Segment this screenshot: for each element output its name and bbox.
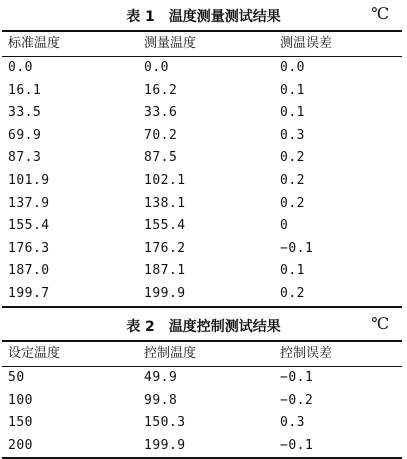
- table-1-row: [2, 57, 402, 80]
- table-2-row: [2, 390, 402, 413]
- table-2-cell: −0.1: [274, 435, 402, 459]
- table-2-header-row: [2, 341, 402, 367]
- table-2-header-cell: 设定温度: [2, 341, 138, 367]
- table-1-header-row: [2, 31, 402, 57]
- table-1-cell: 101.9: [8, 172, 50, 188]
- table-2: [2, 340, 402, 459]
- table-2-cell: 100: [8, 392, 33, 408]
- table-1-row: [2, 260, 402, 283]
- table-1-cell: 0.1: [280, 82, 305, 98]
- table-1-caption-row: [0, 0, 407, 30]
- table-2-cell: −0.1: [280, 370, 314, 385]
- table-1-header-cell: 测量温度: [138, 31, 274, 57]
- table-2-header-cell: 控制温度: [138, 341, 274, 367]
- table-1-cell: 16.2: [144, 82, 178, 98]
- table-1-cell: 138.1: [144, 195, 186, 211]
- table-1-cell: 0.1: [280, 263, 305, 279]
- table-1: [2, 30, 402, 308]
- table-1-header-cell: 测温误差: [274, 31, 402, 57]
- table-1-cell: 176.2: [144, 240, 186, 256]
- table-1-row: [2, 125, 402, 148]
- table-1-row: [2, 215, 402, 238]
- table-1-row: [2, 80, 402, 103]
- table-1-unit: ℃: [371, 4, 389, 23]
- table-1-cell: 0.3: [280, 127, 305, 143]
- table-1-cell: 0.0: [8, 60, 33, 75]
- table-1-cell: 0.0: [144, 60, 169, 75]
- table-1-header-cell: 标准温度: [2, 31, 138, 57]
- table-1-cell: 0.0: [280, 60, 305, 75]
- table-1-cell: 87.5: [144, 150, 178, 166]
- table-2-header-cell: 控制误差: [274, 341, 402, 367]
- table-1-row: [2, 102, 402, 125]
- table-1-number: 表 1: [126, 9, 155, 25]
- table-2-caption: [0, 316, 407, 336]
- table-1-cell: 33.6: [144, 105, 178, 121]
- table-2-cell: 200: [2, 435, 138, 459]
- table-1-row: [2, 238, 402, 261]
- table-1-caption: [0, 6, 407, 26]
- table-2-unit: ℃: [371, 314, 389, 333]
- table-1-cell: 176.3: [8, 240, 50, 256]
- table-2-number: 表 2: [126, 319, 155, 335]
- table-1-cell: 155.4: [144, 218, 186, 234]
- table-1-cell: 0.2: [280, 172, 305, 188]
- table-2-body: [2, 367, 402, 459]
- table-1-cell: 199.9: [138, 283, 274, 307]
- table-1-cell: 187.1: [144, 263, 186, 279]
- table-1-cell: 187.0: [8, 263, 50, 279]
- table-2-row: [2, 435, 402, 459]
- table-2-block: [0, 310, 407, 459]
- table-1-cell: 33.5: [8, 105, 42, 121]
- table-2-cell: −0.2: [280, 392, 314, 408]
- table-2-cell: 99.8: [144, 392, 178, 408]
- table-2-title: 温度控制测试结果: [168, 319, 281, 335]
- table-1-cell: 0.2: [274, 283, 402, 307]
- table-1-cell: 87.3: [8, 150, 42, 166]
- table-1-cell: −0.1: [280, 240, 314, 256]
- table-1-body: [2, 57, 402, 307]
- table-1-cell: 102.1: [144, 172, 186, 188]
- table-2-row: [2, 412, 402, 435]
- table-1-cell: 69.9: [8, 127, 42, 143]
- table-1-cell: 0.1: [280, 105, 305, 121]
- table-1-row: [2, 283, 402, 307]
- table-1-row: [2, 147, 402, 170]
- table-2-cell: 150: [8, 415, 33, 431]
- table-1-cell: 16.1: [8, 82, 42, 98]
- table-1-row: [2, 193, 402, 216]
- table-2-cell: 50: [8, 370, 25, 385]
- table-1-cell: 137.9: [8, 195, 50, 211]
- table-1-cell: 155.4: [8, 218, 50, 234]
- table-2-cell: 150.3: [144, 415, 186, 431]
- table-2-cell: 199.9: [138, 435, 274, 459]
- table-1-cell: 0.2: [280, 195, 305, 211]
- table-2-caption-row: [0, 310, 407, 340]
- table-1-cell: 0: [280, 218, 289, 234]
- table-1-row: [2, 170, 402, 193]
- table-2-cell: 49.9: [144, 370, 178, 385]
- table-2-cell: 0.3: [280, 415, 305, 431]
- table-1-cell: 199.7: [2, 283, 138, 307]
- table-1-cell: 70.2: [144, 127, 178, 143]
- table-1-cell: 0.2: [280, 150, 305, 166]
- table-2-row: [2, 367, 402, 390]
- table-1-title: 温度测量测试结果: [168, 9, 281, 25]
